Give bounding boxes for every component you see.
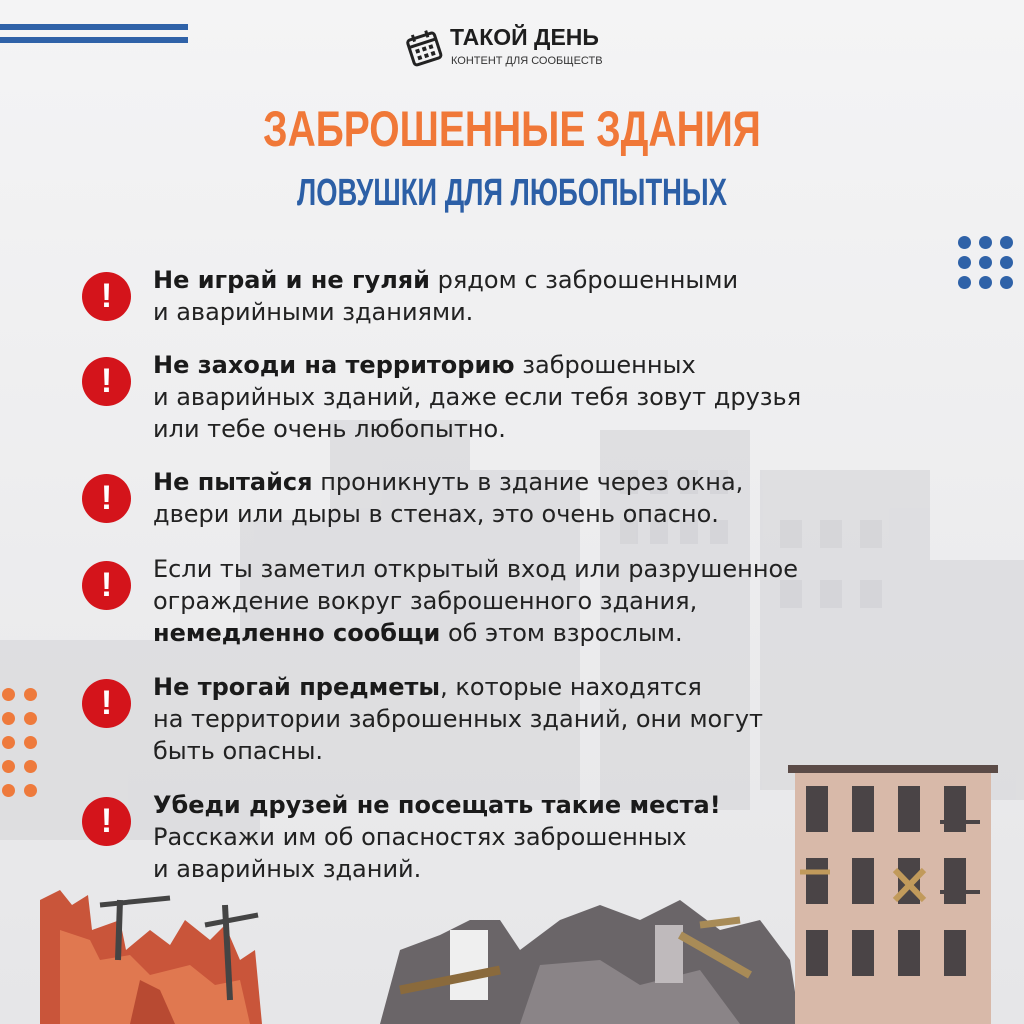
exclamation-circle-icon: !	[82, 561, 131, 610]
safety-item-text: Не пытайся проникнуть в здание через окна, двери или дыры в стенах, это очень опасно.	[153, 468, 744, 528]
safety-item-text: Убеди друзей не посещать такие места! Расскажи им об опасностях заброшенных и аварийных зданий.	[153, 791, 721, 883]
page-subtitle: ЛОВУШКИ ДЛЯ ЛЮБОПЫТНЫХ	[297, 172, 727, 214]
exclamation-circle-icon: !	[82, 474, 131, 523]
safety-item-text: Не играй и не гуляй рядом с заброшенными и аварийными зданиями.	[153, 266, 739, 326]
calendar-icon	[404, 28, 444, 68]
page-title: ЗАБРОШЕННЫЕ ЗДАНИЯ	[263, 101, 761, 157]
exclamation-circle-icon: !	[82, 272, 131, 321]
decorative-stripes	[0, 24, 188, 50]
brand-tagline: КОНТЕНТ ДЛЯ СООБЩЕСТВ	[451, 55, 603, 67]
damaged-building-right	[788, 765, 998, 1024]
safety-item-text: Не заходи на территорию заброшенных и аварийных зданий, даже если тебя зовут друзья или тебе очень любопытно.	[153, 351, 802, 443]
brand-name: ТАКОЙ ДЕНЬ	[450, 24, 599, 50]
exclamation-circle-icon: !	[82, 797, 131, 846]
safety-item-text: Если ты заметил открытый вход или разрушенное ограждение вокруг заброшенного здания, немедленно сообщи об этом взрослым.	[153, 555, 798, 647]
exclamation-circle-icon: !	[82, 357, 131, 406]
safety-item-text: Не трогай предметы, которые находятся на территории заброшенных зданий, они могут быть опасны.	[153, 673, 764, 765]
exclamation-circle-icon: !	[82, 679, 131, 728]
